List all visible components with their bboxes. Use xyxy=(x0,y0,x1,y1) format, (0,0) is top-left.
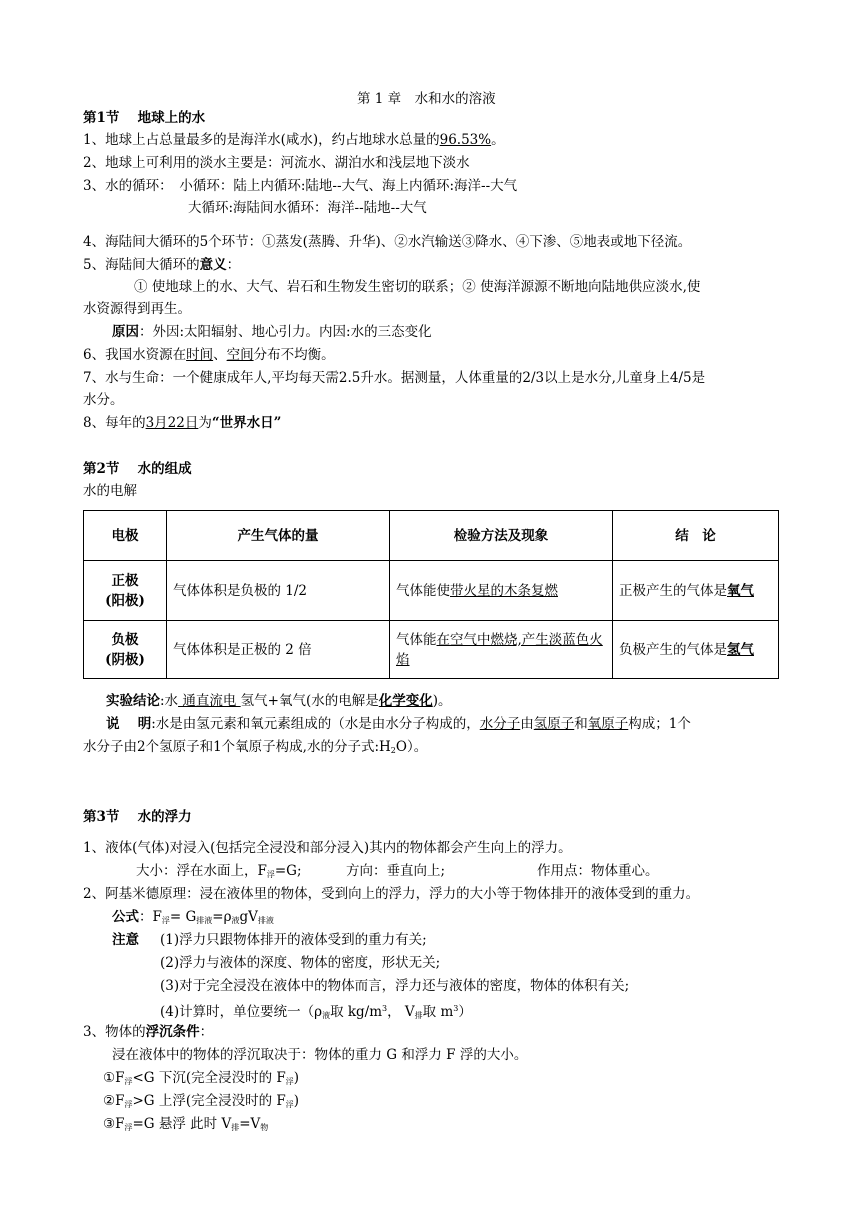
condition-float-up: $②F_浮>G$ 上浮(完全浸没时的 $F_浮$) xyxy=(103,1093,300,1109)
conclusion-cell: 正极产生的气体是氧气 xyxy=(613,561,779,621)
s1-line-5b: 水资源得到再生。 xyxy=(83,301,191,317)
s1-line-5: 5、海陆间大循环的意义： xyxy=(83,257,241,273)
s1-line-6: 6、我国水资源在时间、空间分布不均衡。 xyxy=(83,347,335,363)
s3-line-3: 3、物体的浮沉条件： xyxy=(83,1024,214,1040)
s1-line-4: 4、海陆间大循环的5个环节：①蒸发(蒸腾、升华)、②水汽输送③降水、④下渗、⑤地表或地下径流。 xyxy=(83,234,692,250)
table-header: 产生气体的量 xyxy=(167,511,390,561)
electrolysis-table xyxy=(83,510,779,679)
gas-amount-cell: 气体体积是负极的 1/2 xyxy=(167,561,390,621)
s1-line-5c: 原因：外因:太阳辐射、地心引力。内因:水的三态变化 xyxy=(112,324,432,340)
s1-line-3a: 3、水的循环： 小循环：陆上内循环:陆地--大气、海上内循环:海洋--大气 xyxy=(83,178,518,194)
table-header-row xyxy=(84,511,779,561)
condition-suspend: $③F_浮=G$ 悬浮 此时 $V_排=V_物$ xyxy=(103,1116,269,1132)
conclusion-cell: 负极产生的气体是氢气 xyxy=(613,621,779,679)
s1-line-5a: ① 使地球上的水、大气、岩石和生物发生密切的联系；② 使海洋源源不断地向陆地供应淡水,使 xyxy=(134,279,701,295)
table-header: 电极 xyxy=(84,511,167,561)
section-3-heading: 第3节 水的浮力 xyxy=(83,809,192,825)
s2-subheading: 水的电解 xyxy=(83,483,137,499)
s3-line-2: 2、阿基米德原理：浸在液体里的物体，受到向上的浮力，浮力的大小等于物体排开的液体受到的重力。 xyxy=(83,886,700,902)
note-2: (2)浮力与液体的深度、物体的密度，形状无关; xyxy=(160,955,441,971)
test-method-cell: 气体能使带火星的木条复燃 xyxy=(390,561,613,621)
gas-amount-cell: 气体体积是正极的 2 倍 xyxy=(167,621,390,679)
s3-line-1: 1、液体(气体)对浸入(包括完全浸没和部分浸入)其内的物体都会产生向上的浮力。 xyxy=(83,840,572,856)
s1-line-7a: 7、水与生命：一个健康成年人,平均每天需2.5升水。据测量，人体重量的2/3以上是水分,儿童身上4/5是 xyxy=(83,370,706,386)
s3-line-1b-point: 作用点：物体重心。 xyxy=(537,863,659,879)
electrode-cell: 正极 (阳极) xyxy=(84,561,167,621)
note-3: (3)对于完全浸没在液体中的物体而言，浮力还与液体的密度，物体的体积有关; xyxy=(160,978,630,994)
test-method-cell: 气体能在空气中燃烧,产生淡蓝色火焰 xyxy=(390,621,613,679)
table-row xyxy=(84,561,779,621)
table-header: 结 论 xyxy=(613,511,779,561)
s1-line-2: 2、地球上可利用的淡水主要是：河流水、湖泊水和浅层地下淡水 xyxy=(83,155,470,171)
note-label: 注意 xyxy=(112,932,139,948)
s1-line-3b: 大循环:海陆间水循环：海洋--陆地--大气 xyxy=(188,200,427,216)
condition-sink: $①F_浮<G$ 下沉(完全浸没时的 $F_浮$) xyxy=(103,1070,300,1086)
section-1-heading: 第1节 地球上的水 xyxy=(83,110,206,126)
s1-line-7b: 水分。 xyxy=(83,392,124,408)
table-header: 检验方法及现象 xyxy=(390,511,613,561)
s1-line-1: 1、地球上占总量最多的是海洋水(咸水)，约占地球水总量的96.53%。 xyxy=(83,132,505,148)
note-1: (1)浮力只跟物体排开的液体受到的重力有关; xyxy=(160,932,427,948)
section-2-heading: 第2节 水的组成 xyxy=(83,461,192,477)
electrode-cell: 负极 (阴极) xyxy=(84,621,167,679)
note-4: (4)计算时，单位要统一（$\rho_液$取 $kg/m^3$， $V_排$取 $m^3$） xyxy=(160,1004,472,1020)
table-row xyxy=(84,621,779,679)
explanation-line-2: 水分子由2个氢原子和1个氧原子构成,水的分子式$:H_2O$）。 xyxy=(83,739,428,755)
formula-line: 公式：$F_浮= G_{排液}=\rho_液gV_{排液}$ xyxy=(112,909,274,925)
s1-line-8: 8、每年的3月22日为“世界水日” xyxy=(83,415,282,431)
chapter-title: 第 1 章 水和水的溶液 xyxy=(357,91,496,107)
s3-line-1b-direction: 方向：垂直向上; xyxy=(346,863,446,879)
explanation-line-1: 说 明:水是由氢元素和氧元素组成的（水是由水分子构成的，水分子由氢原子和氧原子构成；1个 xyxy=(106,716,691,732)
s3-line-3a: 浸在液体中的物体的浮沉取决于：物体的重力 G 和浮力 F 浮的大小。 xyxy=(112,1047,528,1063)
experiment-conclusion: 实验结论:水 通直流电 氢气+氧气(水的电解是化学变化)。 xyxy=(106,693,452,709)
s3-line-1b-size: 大小：浮在水面上，$F_浮=G$; xyxy=(136,863,302,879)
